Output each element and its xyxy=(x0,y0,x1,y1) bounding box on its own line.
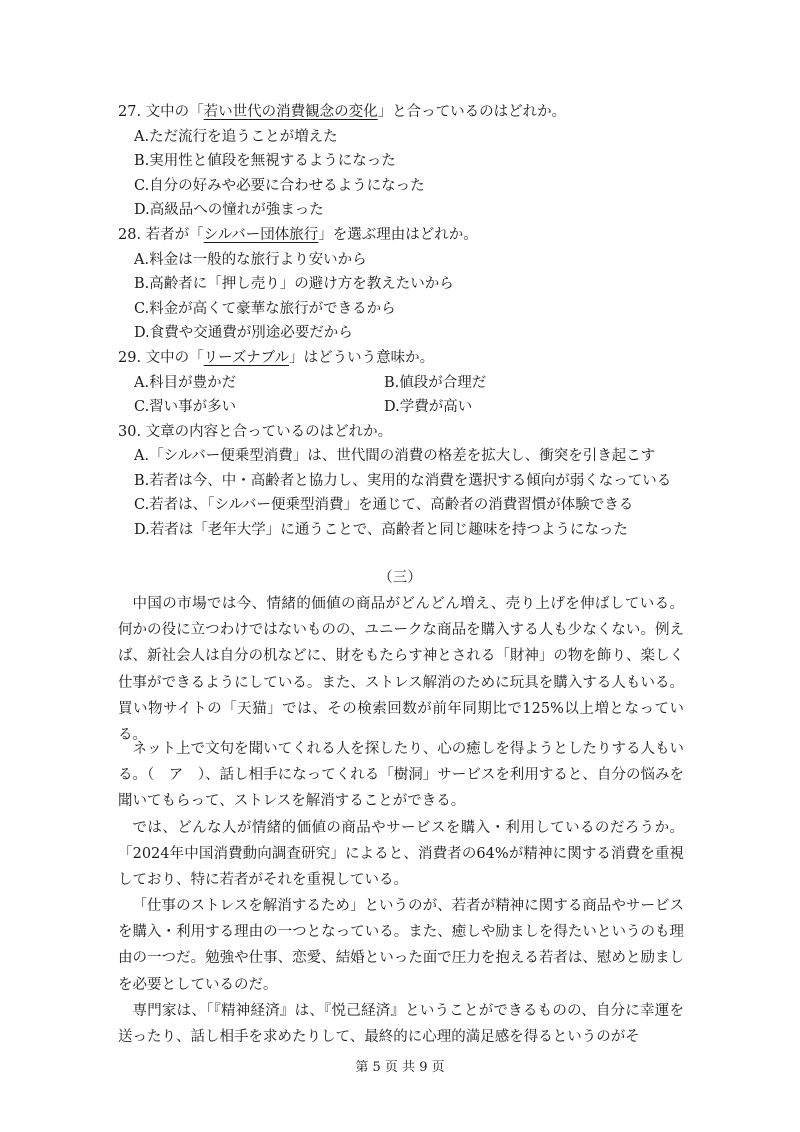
question-29 xyxy=(118,346,434,367)
question-quote: 若い世代の消費観念の変化 xyxy=(203,104,378,120)
passage-paragraph-5: 専門家は、「『精神経済』は、『悦己経済』ということができるものの、自分に幸運を送ったり、話し相手を求めたりして、最終的に心理的満足感を得るというのがそ xyxy=(118,1003,684,1046)
passage-paragraph-3: では、どんな人が情緒的価値の商品やサービスを購入・利用しているのだろうか。「2024年中国消費動向調査研究」によると、消費者の64%が精神に関する消費を重視しており、特に若者がそれを重視している。 xyxy=(118,820,684,889)
option-28-d: D.食費や交通費が別途必要だから xyxy=(134,325,353,341)
option-29-d: D.学費が高い xyxy=(384,399,473,415)
passage-paragraph-4: 「仕事のストレスを解消するため」というのが、若者が精神に関する商品やサービスを購入・利用する理由の一つとなっている。また、癒しや励ましを得たいというのも理由の一つだ。勉強や仕事、恋愛、結婚といった面で圧力を抱える若者は、慰めと励ましを必要としているのだ。 xyxy=(118,898,684,993)
option-27-b: B.実用性と値段を無視するようになった xyxy=(134,153,396,169)
question-28 xyxy=(118,223,478,244)
question-number: 29. xyxy=(118,350,142,366)
passage-paragraph-2: ネット上で文句を聞いてくれる人を探したり、心の癒しを得ようとしたりする人もいる。（ ア ）、話し相手になってくれる「樹洞」サービスを利用すると、自分の悩みを聞いてもらって、ストレスを解消することができる。 xyxy=(118,741,684,810)
question-quote: シルバー団体旅行 xyxy=(203,227,319,243)
option-29-b: B.値段が合理だ xyxy=(384,375,487,391)
option-30-a: A.「シルバー便乗型消費」は、世代間の消費の格差を拡大し、衝突を引き起こす xyxy=(134,448,656,464)
option-27-c: C.自分の好みや必要に合わせるようになった xyxy=(134,178,425,194)
question-number: 27. xyxy=(118,104,142,120)
question-text-pre: 文中の「 xyxy=(145,104,204,120)
option-28-a: A.料金は一般的な旅行より安いから xyxy=(134,252,367,268)
option-30-d: D.若者は「老年大学」に通うことで、高齢者と同じ趣味を持つようになった xyxy=(134,522,628,538)
page-footer: 第 5 页 共 9 页 xyxy=(355,1060,445,1075)
question-text-post: 」はどういう意味か。 xyxy=(289,350,435,366)
option-29-a: A.科目が豊かだ xyxy=(134,375,237,391)
section-title: （三） xyxy=(378,570,422,586)
question-text-post: 」を選ぶ理由はどれか。 xyxy=(318,227,478,243)
question-text-pre: 文中の「 xyxy=(145,350,204,366)
option-30-b: B.若者は今、中・高齢者と協力し、実用的な消費を選択する傾向が弱くなっている xyxy=(134,473,672,489)
option-30-c: C.若者は、「シルバー便乗型消費」を通じて、高齢者の消費習慣が体験できる xyxy=(134,497,634,513)
question-text-pre: 若者が「 xyxy=(145,227,204,243)
question-quote: リーズナブル xyxy=(203,350,290,366)
question-30 xyxy=(118,420,392,441)
question-text-post: 」と合っているのはどれか。 xyxy=(377,104,567,120)
question-text-pre: 文章の内容と合っているのはどれか。 xyxy=(145,424,393,440)
option-27-d: D.高級品への憧れが強まった xyxy=(134,202,324,218)
option-29-c: C.習い事が多い xyxy=(134,399,237,415)
question-27 xyxy=(118,100,566,121)
option-27-a: A.ただ流行を追うことが増えた xyxy=(134,129,338,145)
option-28-b: B.高齢者に「押し売り」の避け方を教えたいから xyxy=(134,276,454,292)
option-28-c: C.料金が高くて豪華な旅行ができるから xyxy=(134,301,396,317)
question-number: 30. xyxy=(118,424,142,440)
passage-paragraph-1: 中国の市場では今、情緒的価値の商品がどんどん増え、売り上げを伸ばしている。何かの役に立つわけではないものの、ユニークな商品を購入する人も少なくない。例えば、新社会人は自分の机などに、財をもたらす神とされる「財神」の物を飾り、楽しく仕事ができるようにしている。また、ストレス解消のために玩具を購入する人もいる。買い物サイトの「天猫」では、その検索回数が前年同期比で125%以上増となっている。 xyxy=(118,596,684,744)
question-number: 28. xyxy=(118,227,142,243)
